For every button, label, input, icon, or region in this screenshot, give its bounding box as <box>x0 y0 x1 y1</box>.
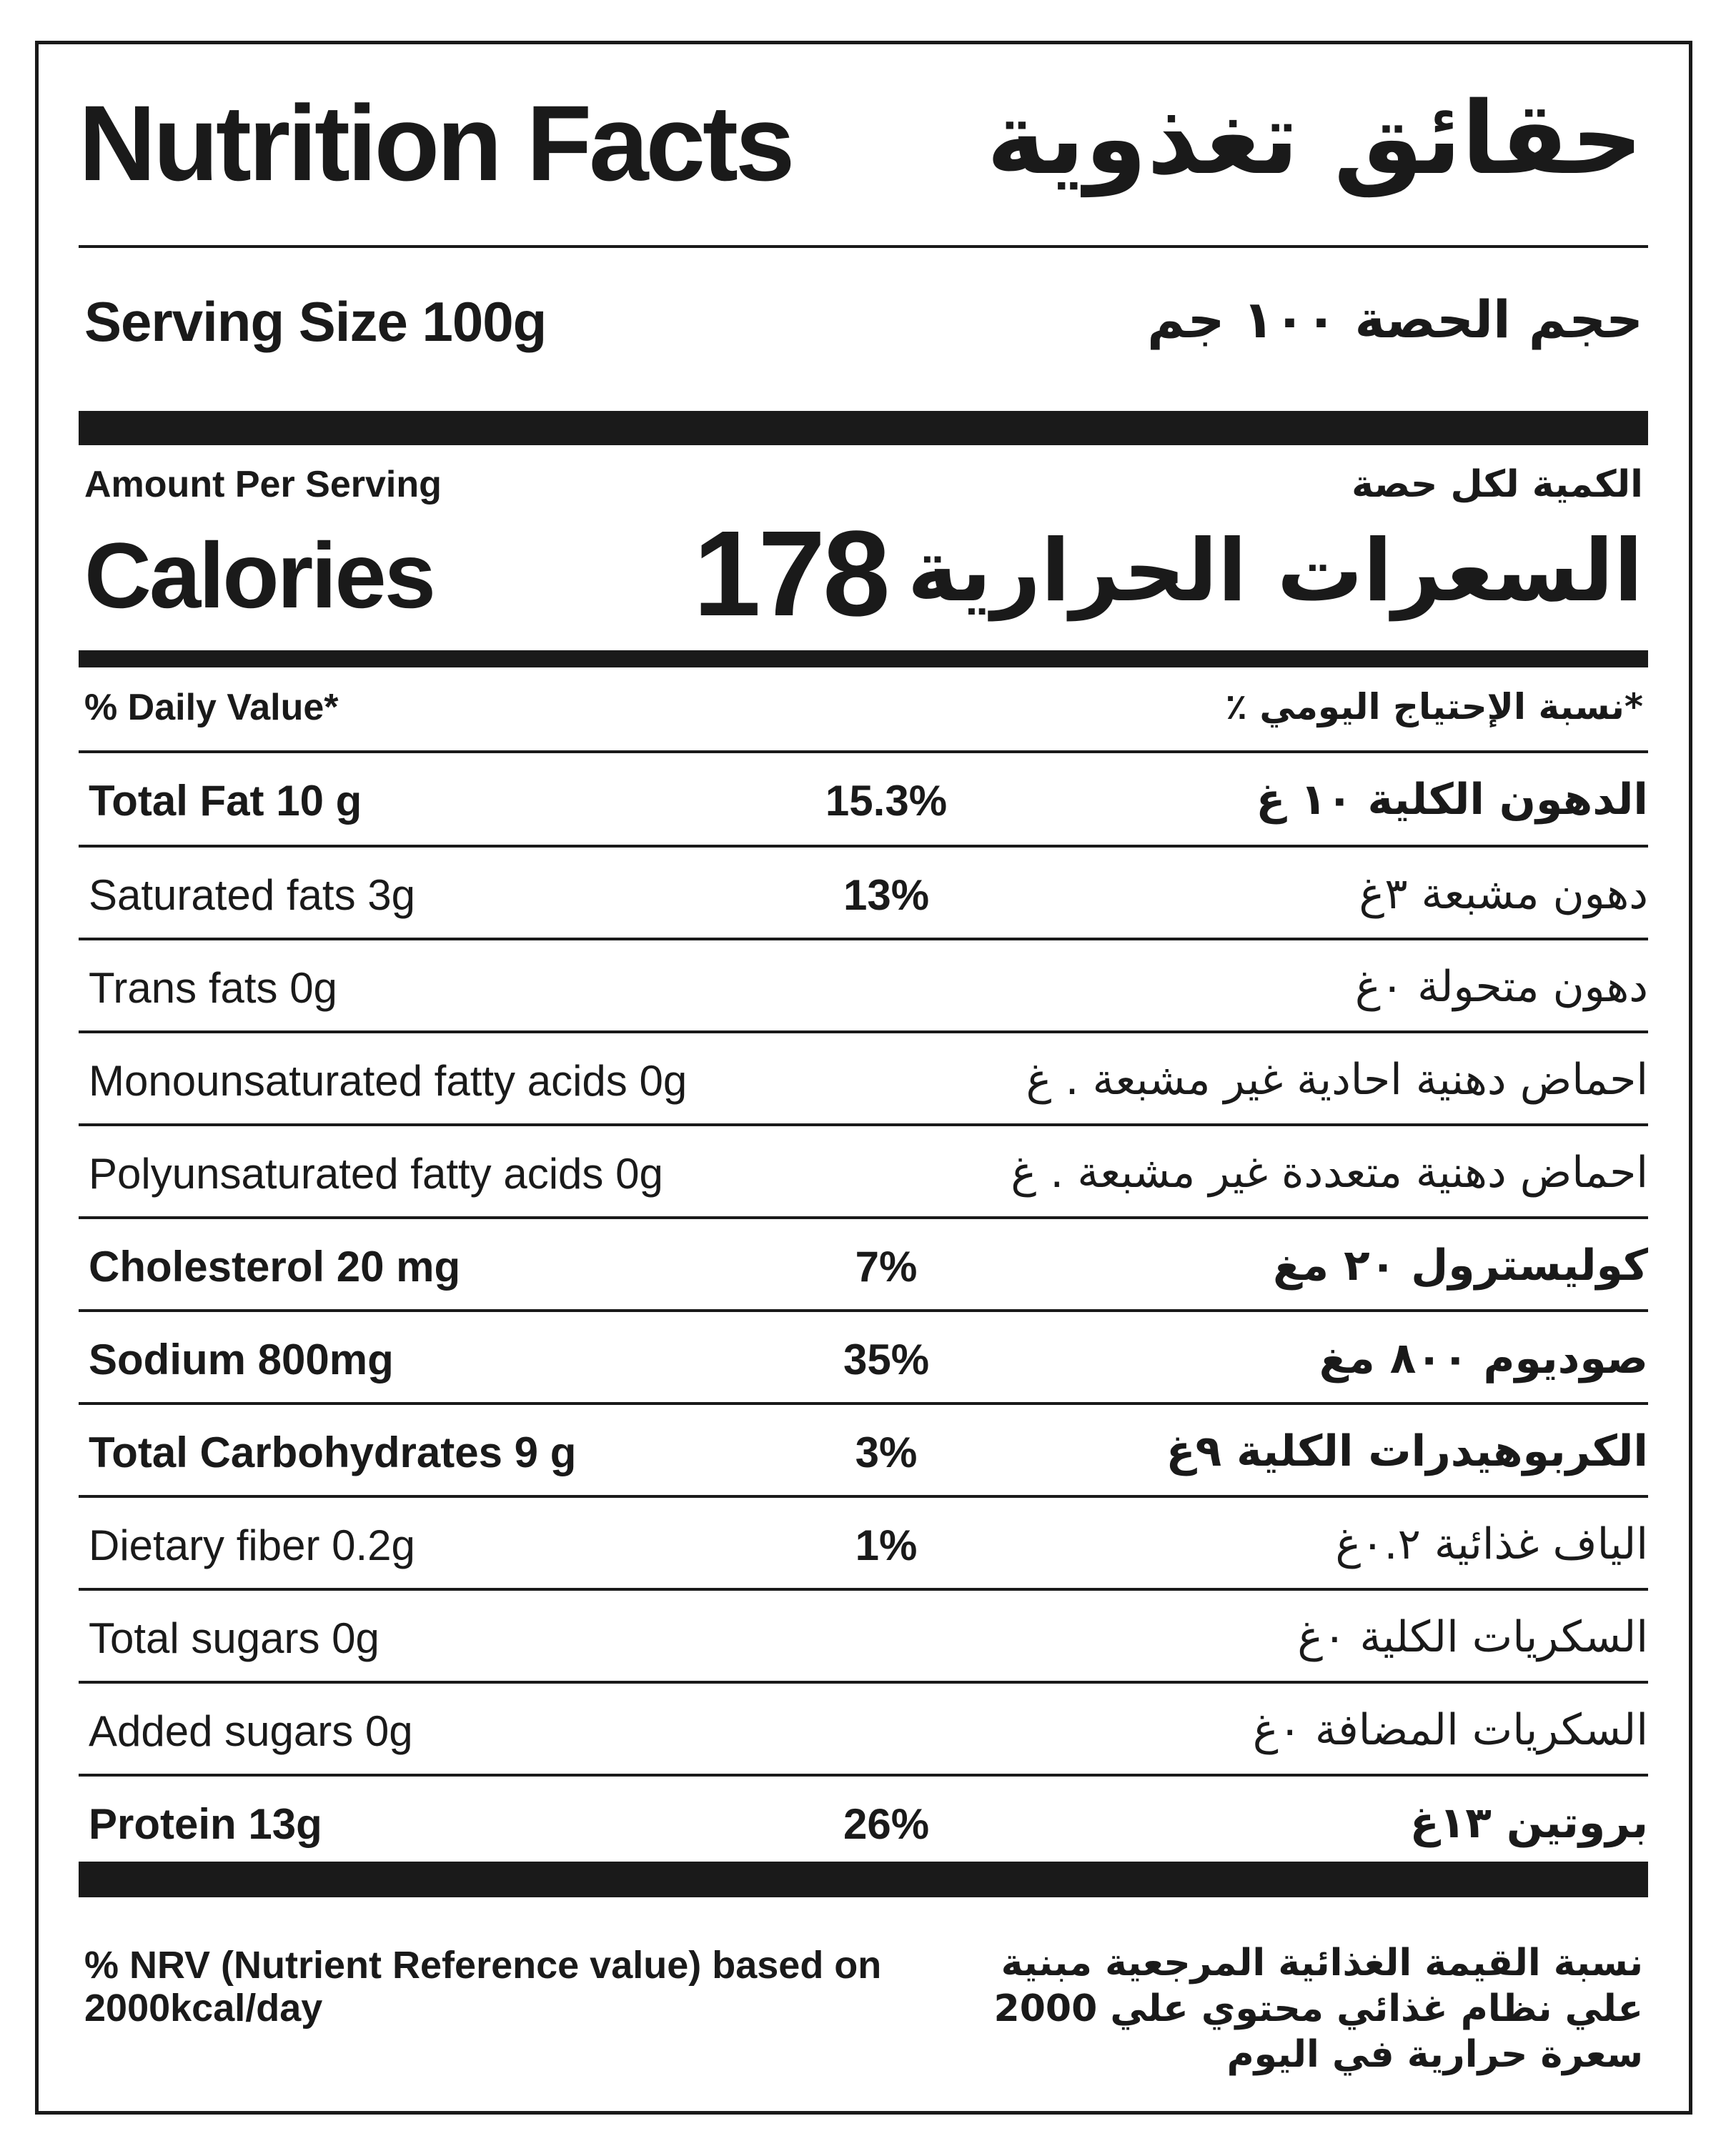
nutrient-row-sodium <box>79 1312 1648 1404</box>
nutrient-name-en: Total Fat 10 g <box>89 777 362 825</box>
calories-label-ar: السعرات الحرارية <box>907 522 1643 621</box>
nutrient-row-total-sugars <box>79 1591 1648 1682</box>
amount-per-serving-ar: الكمية لكل حصة <box>1351 463 1643 506</box>
nutrient-name-ar: احماض دهنية احادية غير مشبعة . غ <box>1026 1055 1648 1105</box>
nutrient-name-ar: بروتين ١٣غ <box>1409 1798 1648 1848</box>
nutrient-row-trans-fats <box>79 940 1648 1032</box>
nutrient-percent: 1% <box>855 1521 918 1569</box>
nutrient-name-ar: دهون متحولة ٠غ <box>1354 962 1648 1012</box>
calories-value: 178 <box>693 506 888 642</box>
divider-medium <box>79 650 1648 667</box>
daily-value-header-ar: *نسبة الإحتياج اليومي ٪ <box>1225 686 1643 727</box>
nutrient-percent: 3% <box>855 1429 918 1476</box>
nutrient-name-en: Trans fats 0g <box>89 964 337 1012</box>
nutrient-name-ar: الدهون الكلية ١٠ غ <box>1256 775 1648 825</box>
nutrient-percent: 13% <box>843 871 930 919</box>
nutrient-row-saturated-fats <box>79 848 1648 939</box>
calories-label-en: Calories <box>84 523 435 627</box>
nutrient-name-ar: دهون مشبعة ٣غ <box>1359 869 1648 919</box>
nutrient-name-en: Total Carbohydrates 9 g <box>89 1429 577 1476</box>
nutrient-name-en: Monounsaturated fatty acids 0g <box>89 1057 688 1105</box>
nutrient-name-ar: صوديوم ٨٠٠ مغ <box>1319 1333 1648 1383</box>
nutrient-percent: 26% <box>843 1800 930 1848</box>
nutrient-row-monounsaturated <box>79 1033 1648 1125</box>
nutrient-name-en: Dietary fiber 0.2g <box>89 1521 415 1569</box>
footnote-en: % NRV (Nutrient Reference value) based on 2000kcal/day <box>84 1944 882 2030</box>
nutrient-row-polyunsaturated <box>79 1126 1648 1218</box>
nutrient-row-dietary-fiber <box>79 1498 1648 1589</box>
title-ar: حقائق تغذوية <box>986 81 1643 197</box>
nutrient-row-total-carbohydrates <box>79 1405 1648 1496</box>
nutrient-row-total-fat <box>79 753 1648 845</box>
nutrient-name-ar: الكربوهيدرات الكلية ٩غ <box>1166 1426 1648 1476</box>
nutrient-name-en: Polyunsaturated fatty acids 0g <box>89 1150 663 1198</box>
nutrient-percent: 35% <box>843 1336 930 1383</box>
nutrient-name-ar: كوليسترول ٢٠ مغ <box>1273 1241 1648 1291</box>
nutrient-row-added-sugars <box>79 1684 1648 1775</box>
title-en: Nutrition Facts <box>79 83 793 203</box>
nutrient-name-ar: الياف غذائية ٠.٢غ <box>1335 1519 1648 1569</box>
amount-per-serving-en: Amount Per Serving <box>84 464 442 505</box>
nutrient-percent: 7% <box>855 1243 918 1291</box>
nutrient-percent: 15.3% <box>825 777 948 825</box>
footnote-ar: نسبة القيمة الغذائية المرجعية مبنية علي نظام غذائي محتوي علي 2000 سعرة حرارية في اليوم <box>993 1942 1643 2076</box>
nutrient-name-en: Added sugars 0g <box>89 1707 413 1755</box>
nutrient-name-ar: السكريات الكلية ٠غ <box>1297 1612 1648 1662</box>
serving-size-en: Serving Size 100g <box>84 290 547 353</box>
daily-value-header-en: % Daily Value* <box>84 687 339 728</box>
nutrient-name-en: Cholesterol 20 mg <box>89 1243 461 1291</box>
nutrient-name-en: Protein 13g <box>89 1800 322 1848</box>
nutrient-name-en: Saturated fats 3g <box>89 871 415 919</box>
divider-thick <box>79 411 1648 445</box>
nutrient-name-ar: احماض دهنية متعددة غير مشبعة . غ <box>1011 1148 1648 1198</box>
divider-thin <box>79 245 1648 248</box>
serving-size-ar: حجم الحصة ١٠٠ جم <box>1147 289 1643 349</box>
nutrient-name-en: Sodium 800mg <box>89 1336 394 1383</box>
divider-thick-bottom <box>79 1862 1648 1897</box>
nutrient-name-en: Total sugars 0g <box>89 1614 380 1662</box>
nutrient-row-protein <box>79 1777 1648 1868</box>
nutrient-row-cholesterol <box>79 1219 1648 1311</box>
nutrient-name-ar: السكريات المضافة ٠غ <box>1252 1705 1648 1755</box>
